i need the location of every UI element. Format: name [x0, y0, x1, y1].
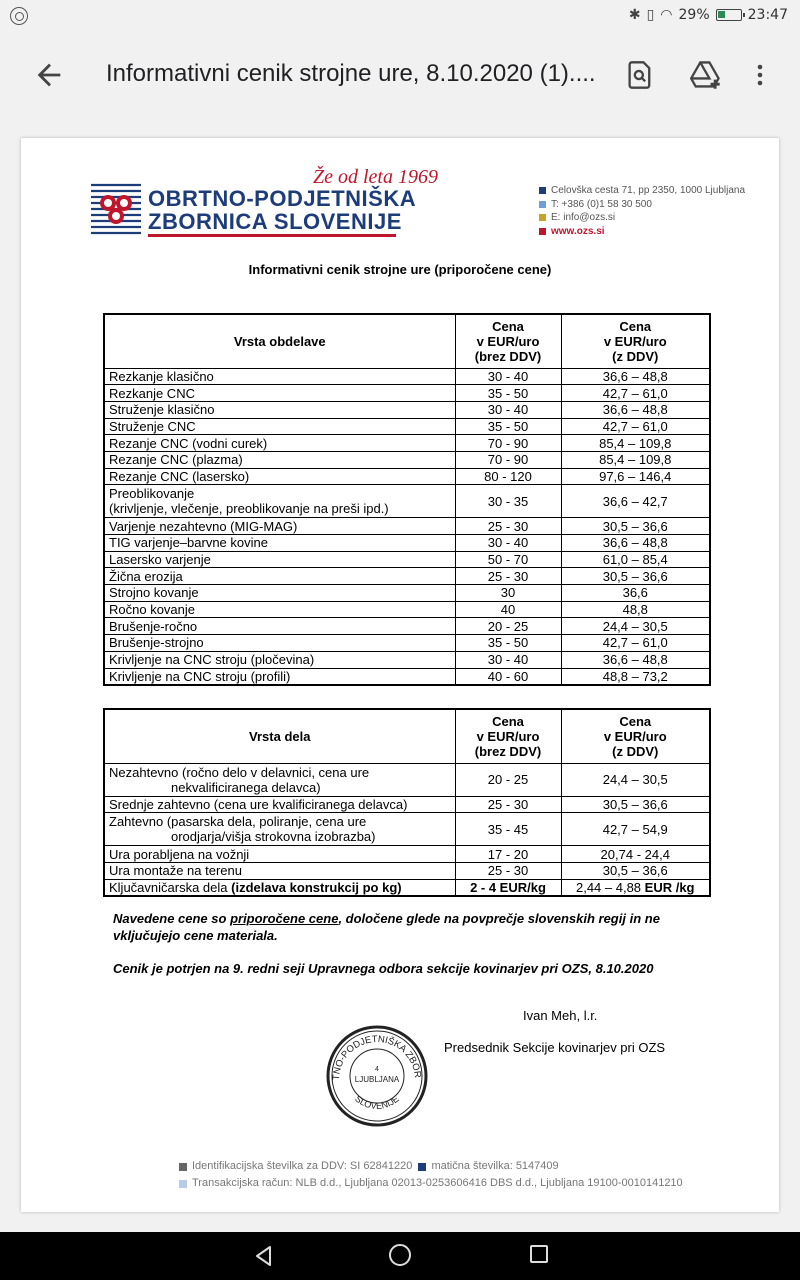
price-net: 35 - 50 [455, 635, 561, 652]
org-name-line1: OBRTNO-PODJETNIŠKA [148, 186, 417, 211]
note-underlined: priporočene cene [230, 911, 339, 926]
stamp-text-bottom: SLOVENIJE [353, 1093, 401, 1111]
table-row [104, 635, 710, 652]
price-net: 30 - 40 [455, 401, 561, 418]
row-label: Strojno kovanje [104, 585, 455, 602]
price-gross: 36,6 – 48,8 [561, 535, 710, 552]
header-cell: Cena v EUR/uro (z DDV) [561, 314, 710, 368]
add-to-drive-icon[interactable] [690, 60, 722, 90]
document-title: Informativni cenik strojne ure, 8.10.2020 (1).... [106, 60, 596, 87]
price-net: 20 - 25 [455, 618, 561, 635]
web-bullet-icon [539, 228, 546, 235]
table-row [104, 551, 710, 568]
price-gross: 36,6 – 48,8 [561, 401, 710, 418]
row-label: Krivljenje na CNC stroju (pločevina) [104, 651, 455, 668]
price-gross: 36,6 – 48,8 [561, 368, 710, 385]
table-row [104, 451, 710, 468]
row-label: Rezanje CNC (vodni curek) [104, 435, 455, 452]
price-gross: 30,5 – 36,6 [561, 518, 710, 535]
header-cell: Cena v EUR/uro (z DDV) [561, 709, 710, 763]
header-cell: Vrsta obdelave [104, 314, 455, 368]
row-label: Varjenje nezahtevno (MIG-MAG) [104, 518, 455, 535]
row-label [104, 862, 455, 879]
vat-bullet-icon [179, 1163, 187, 1171]
price-net: 70 - 90 [455, 451, 561, 468]
table-row [104, 813, 710, 846]
table-row [104, 401, 710, 418]
email-bullet-icon [539, 214, 546, 221]
price-gross: 36,6 [561, 585, 710, 602]
header-cell: Cena v EUR/uro (brez DDV) [455, 314, 561, 368]
table-header-row [104, 709, 710, 763]
table-row [104, 862, 710, 879]
row-label-line2: nekvalificiranega delavca) [171, 779, 321, 795]
stamp-number: 4 [375, 1066, 379, 1073]
table-row [104, 385, 710, 402]
table-row [104, 418, 710, 435]
battery-percent: 29% [678, 7, 710, 23]
row-label-line2: orodjarja/višja strokovna izobrazba) [171, 829, 376, 845]
price-net: 30 - 35 [455, 485, 561, 518]
table-row [104, 585, 710, 602]
org-name-line2: ZBORNICA SLOVENIJE [148, 209, 402, 234]
official-stamp [325, 1024, 429, 1128]
price-net: 50 - 70 [455, 551, 561, 568]
stamp-text-top: TNO-PODJETNIŠKA ZBOR [330, 1033, 424, 1081]
table-header-row [104, 314, 710, 368]
work-type-price-table [103, 708, 711, 897]
table-row [104, 468, 710, 485]
row-label [104, 879, 455, 896]
logo-underline [148, 234, 396, 237]
price-gross: 48,8 [561, 601, 710, 618]
price-net: 25 - 30 [455, 518, 561, 535]
price-net: 35 - 45 [455, 813, 561, 846]
price-gross: 24,4 – 30,5 [561, 618, 710, 635]
note-text: Navedene cene so [113, 911, 231, 926]
price-net: 35 - 50 [455, 418, 561, 435]
app-bar [0, 34, 800, 118]
price-net: 17 - 20 [455, 846, 561, 863]
price-gross: 24,4 – 30,5 [561, 763, 710, 796]
table-row [104, 618, 710, 635]
price-net: 30 - 40 [455, 651, 561, 668]
contact-web: www.ozs.si [551, 225, 605, 237]
contact-address: Celovška cesta 71, pp 2350, 1000 Ljubljana [551, 185, 746, 196]
price-net: 80 - 120 [455, 468, 561, 485]
row-label: Žična erozija [104, 568, 455, 585]
table-row [104, 568, 710, 585]
machining-price-table [103, 313, 711, 686]
footer-reg: matična številka: 5147409 [431, 1160, 559, 1172]
table-row [104, 518, 710, 535]
bank-bullet-icon [179, 1180, 187, 1188]
header-cell: Cena v EUR/uro (brez DDV) [455, 709, 561, 763]
ozs-logo-icon [91, 182, 141, 236]
address-bullet-icon [539, 187, 546, 194]
wifi-icon: ◠ [660, 7, 673, 23]
footer-bank: Transakcijska račun: NLB d.d., Ljubljana 02013-0253606416 DBS d.d., Ljubljana 19100-0010141210 [192, 1177, 683, 1189]
price-net: 30 - 40 [455, 368, 561, 385]
price-gross: 42,7 – 61,0 [561, 385, 710, 402]
price-gross: 97,6 – 146,4 [561, 468, 710, 485]
logo-tagline: Že od leta 1969 [313, 166, 438, 188]
search-document-icon[interactable] [626, 60, 654, 90]
price-net: 35 - 50 [455, 385, 561, 402]
row-label: Preoblikovanje (krivljenje, vlečenje, preoblikovanje na preši ipd.) [104, 485, 455, 518]
price-gross: 20,74 - 24,4 [561, 846, 710, 863]
price-gross: 61,0 – 85,4 [561, 551, 710, 568]
row-label: Krivljenje na CNC stroju (profili) [104, 668, 455, 685]
row-label: Rezanje CNC (lasersko) [104, 468, 455, 485]
row-label-line1: Ura montaže na terenu [109, 863, 242, 879]
row-label: Ročno kovanje [104, 601, 455, 618]
table-row [104, 601, 710, 618]
clock: 23:47 [747, 7, 788, 23]
header-cell: Vrsta dela [104, 709, 455, 763]
approval-note: Cenik je potrjen na 9. redni seji Upravnega odbora sekcije kovinarjev pri OZS, 8.10.2020 [113, 961, 654, 976]
status-bar [0, 0, 800, 34]
document-page [21, 138, 779, 1212]
recommended-prices-note [113, 910, 703, 944]
row-label: TIG varjenje–barvne kovine [104, 535, 455, 552]
price-gross: 36,6 – 42,7 [561, 485, 710, 518]
note-text: , določene glede na povprečje slovenskih regij in ne vključujejo cene materiala. [113, 911, 660, 943]
table-row [104, 668, 710, 685]
price-gross: 30,5 – 36,6 [561, 862, 710, 879]
vibrate-icon: ▯ [646, 7, 655, 23]
price-gross: 85,4 – 109,8 [561, 451, 710, 468]
row-label: Rezkanje klasično [104, 368, 455, 385]
row-label: Rezkanje CNC [104, 385, 455, 402]
notification-icon [10, 7, 28, 25]
row-label-line1: Nezahtevno (ročno delo v delavnici, cena ure [109, 764, 370, 780]
price-gross: 85,4 – 109,8 [561, 435, 710, 452]
table-row [104, 796, 710, 813]
price-net: 70 - 90 [455, 435, 561, 452]
contact-phone: T: +386 (0)1 58 30 500 [551, 198, 652, 210]
price-gross-plain: 2,44 – 4,88 [575, 879, 645, 895]
nav-back-icon[interactable] [252, 1244, 276, 1268]
row-label-line1: Ura porabljena na vožnji [109, 846, 250, 862]
footer [179, 1158, 683, 1192]
price-gross: 42,7 – 61,0 [561, 635, 710, 652]
signatory-role: Predsednik Sekcije kovinarjev pri OZS [444, 1040, 666, 1055]
nav-home-icon[interactable] [389, 1244, 411, 1266]
price-net: 25 - 30 [455, 796, 561, 813]
footer-vat: Identifikacijska številka za DDV: SI 62841220 [192, 1160, 413, 1172]
svg-text:SLOVENIJE [353, 1094, 401, 1111]
battery-icon [716, 9, 742, 21]
price-gross: 36,6 – 48,8 [561, 651, 710, 668]
table-row [104, 368, 710, 385]
price-net: 25 - 30 [455, 568, 561, 585]
price-net: 25 - 30 [455, 862, 561, 879]
price-gross [561, 879, 710, 896]
price-net: 2 - 4 EUR/kg [455, 879, 561, 896]
row-label-bold: (izdelava konstrukcij po kg) [231, 879, 402, 895]
row-label: Brušenje-ročno [104, 618, 455, 635]
table-row [104, 651, 710, 668]
row-label [104, 813, 455, 846]
price-gross-unit: EUR /kg [644, 879, 695, 895]
price-gross: 42,7 – 61,0 [561, 418, 710, 435]
bluetooth-icon: ✱ [628, 7, 641, 23]
row-label-plain: Ključavničarska dela [109, 879, 232, 895]
price-gross: 30,5 – 36,6 [561, 796, 710, 813]
price-gross: 30,5 – 36,6 [561, 568, 710, 585]
price-net: 20 - 25 [455, 763, 561, 796]
contact-block [539, 184, 745, 238]
table-row [104, 535, 710, 552]
row-label: Struženje CNC [104, 418, 455, 435]
row-label: Brušenje-strojno [104, 635, 455, 652]
svg-text:OBRTNO-PODJETNIŠKA ZBORNICA [325, 1024, 423, 1081]
phone-bullet-icon [539, 201, 546, 208]
back-arrow-icon[interactable] [32, 58, 66, 92]
row-label-line1: Srednje zahtevno (cena ure kvalificiranega delavca) [109, 796, 408, 812]
row-label: Rezanje CNC (plazma) [104, 451, 455, 468]
table-row [104, 879, 710, 896]
price-net: 40 - 60 [455, 668, 561, 685]
row-label-line1: Zahtevno (pasarska dela, poliranje, cena ure [109, 814, 367, 830]
more-options-icon[interactable] [748, 60, 772, 90]
row-label [104, 846, 455, 863]
price-net: 30 - 40 [455, 535, 561, 552]
stamp-city: LJUBLJANA [354, 1075, 400, 1084]
price-gross: 42,7 – 54,9 [561, 813, 710, 846]
row-label [104, 796, 455, 813]
signatory-name: Ivan Meh, l.r. [523, 1008, 598, 1023]
row-label: Lasersko varjenje [104, 551, 455, 568]
table-row [104, 435, 710, 452]
nav-recents-icon[interactable] [530, 1245, 548, 1263]
navigation-bar [0, 1232, 800, 1280]
table-row [104, 485, 710, 518]
price-list-title: Informativni cenik strojne ure (priporočene cene) [248, 262, 552, 277]
table-row [104, 846, 710, 863]
table-row [104, 763, 710, 796]
row-label [104, 763, 455, 796]
status-icons [629, 7, 788, 23]
reg-bullet-icon [418, 1163, 426, 1171]
row-label: Struženje klasično [104, 401, 455, 418]
price-net: 30 [455, 585, 561, 602]
contact-email: E: info@ozs.si [551, 212, 616, 223]
price-net: 40 [455, 601, 561, 618]
price-gross: 48,8 – 73,2 [561, 668, 710, 685]
